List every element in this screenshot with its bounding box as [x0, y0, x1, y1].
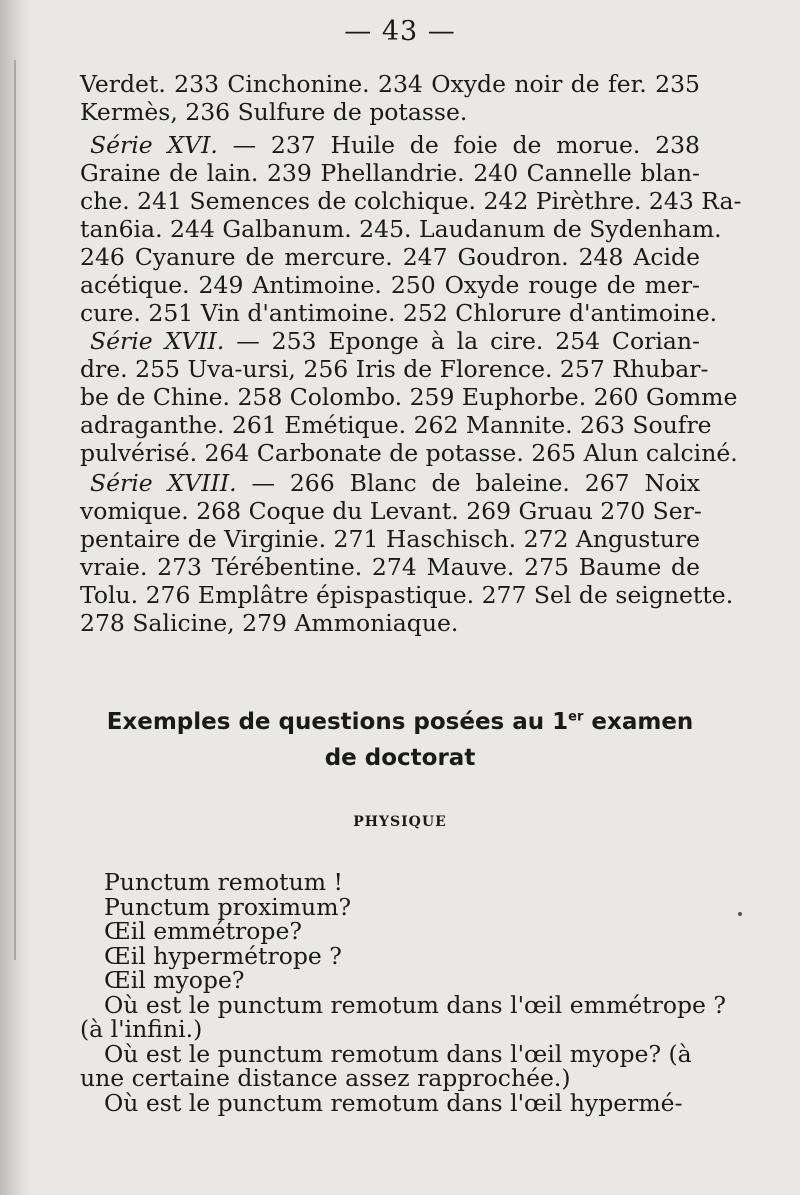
- serie-16-paragraph: [80, 131, 742, 327]
- text-line: Tolu. 276 Emplâtre épispastique. 277 Sel de seignette.: [80, 581, 734, 609]
- question-line: Œil hypermétrope ?: [104, 941, 342, 970]
- text-line: dre. 255 Uva-ursi, 256 Iris de Florence. 257 Rhubar-: [80, 355, 709, 383]
- text-line: pulvérisé. 264 Carbonate de potasse. 265 Alun calciné.: [80, 439, 738, 467]
- question-line: Où est le punctum remotum dans l'œil myope? (à: [104, 1039, 692, 1068]
- question-line: Œil emmétrope?: [104, 917, 302, 945]
- text-line: — 266 Blanc de baleine. 267 Noix: [236, 469, 701, 497]
- heading-line-1: Exemples de questions posées au 1er examen: [106, 709, 694, 735]
- text-line: che. 241 Semences de colchique. 242 Pirèthre. 243 Ra-: [80, 187, 742, 215]
- serie-17-label: Série XVII.: [90, 327, 225, 355]
- text-line: adraganthe. 261 Emétique. 262 Mannite. 263 Soufre: [80, 411, 712, 439]
- section-heading: [70, 704, 730, 776]
- text-line: — 253 Eponge à la cire. 254 Corian-: [224, 327, 700, 355]
- text-line: vraie. 273 Térébentine. 274 Mauve. 275 Baume de: [80, 553, 700, 581]
- text-line: 278 Salicine, 279 Ammoniaque.: [80, 609, 459, 637]
- text-line: Graine de lain. 239 Phellandrie. 240 Cannelle blan-: [80, 159, 700, 187]
- serie-18-paragraph: [80, 469, 734, 637]
- text-line: Kermès, 236 Sulfure de potasse.: [80, 98, 468, 126]
- question-line: (à l'infini.): [80, 1015, 203, 1043]
- heading-line-2: de doctorat: [324, 745, 476, 771]
- print-speck: [738, 912, 742, 916]
- text-line: cure. 251 Vin d'antimoine. 252 Chlorure d'antimoine.: [80, 299, 718, 327]
- text-line: Verdet. 233 Cinchonine. 234 Oxyde noir de fer. 235: [80, 70, 700, 98]
- questions-list: [80, 868, 727, 1117]
- text-line: 246 Cyanure de mercure. 247 Goudron. 248 Acide: [80, 243, 700, 271]
- text-line: vomique. 268 Coque du Levant. 269 Gruau 270 Ser-: [80, 497, 702, 525]
- question-line: une certaine distance assez rapprochée.): [80, 1064, 571, 1092]
- serie-18-label: Série XVIII.: [90, 469, 237, 497]
- top-paragraph: [80, 70, 700, 126]
- text-line: be de Chine. 258 Colombo. 259 Euphorbe. 260 Gomme: [80, 383, 738, 411]
- subheading-physique: PHYSIQUE: [353, 814, 447, 830]
- question-line: Où est le punctum remotum dans l'œil emmétrope ?: [104, 990, 727, 1019]
- question-line: Punctum remotum !: [104, 868, 343, 896]
- serie-17-paragraph: [80, 327, 738, 467]
- text-line: tan6ia. 244 Galbanum. 245. Laudanum de Sydenham.: [80, 215, 722, 243]
- question-line: Où est le punctum remotum dans l'œil hypermé-: [104, 1088, 683, 1117]
- serie-16-label: Série XVI.: [90, 131, 218, 159]
- page-edge-shadow: [0, 0, 34, 1195]
- page-number: — 43 —: [344, 16, 456, 47]
- question-line: Punctum proximum?: [104, 892, 352, 921]
- text-line: pentaire de Virginie. 271 Haschisch. 272 Angusture: [80, 525, 700, 553]
- question-line: Œil myope?: [104, 966, 245, 994]
- text-line: — 237 Huile de foie de morue. 238: [217, 131, 700, 159]
- text-line: acétique. 249 Antimoine. 250 Oxyde rouge de mer-: [80, 271, 700, 299]
